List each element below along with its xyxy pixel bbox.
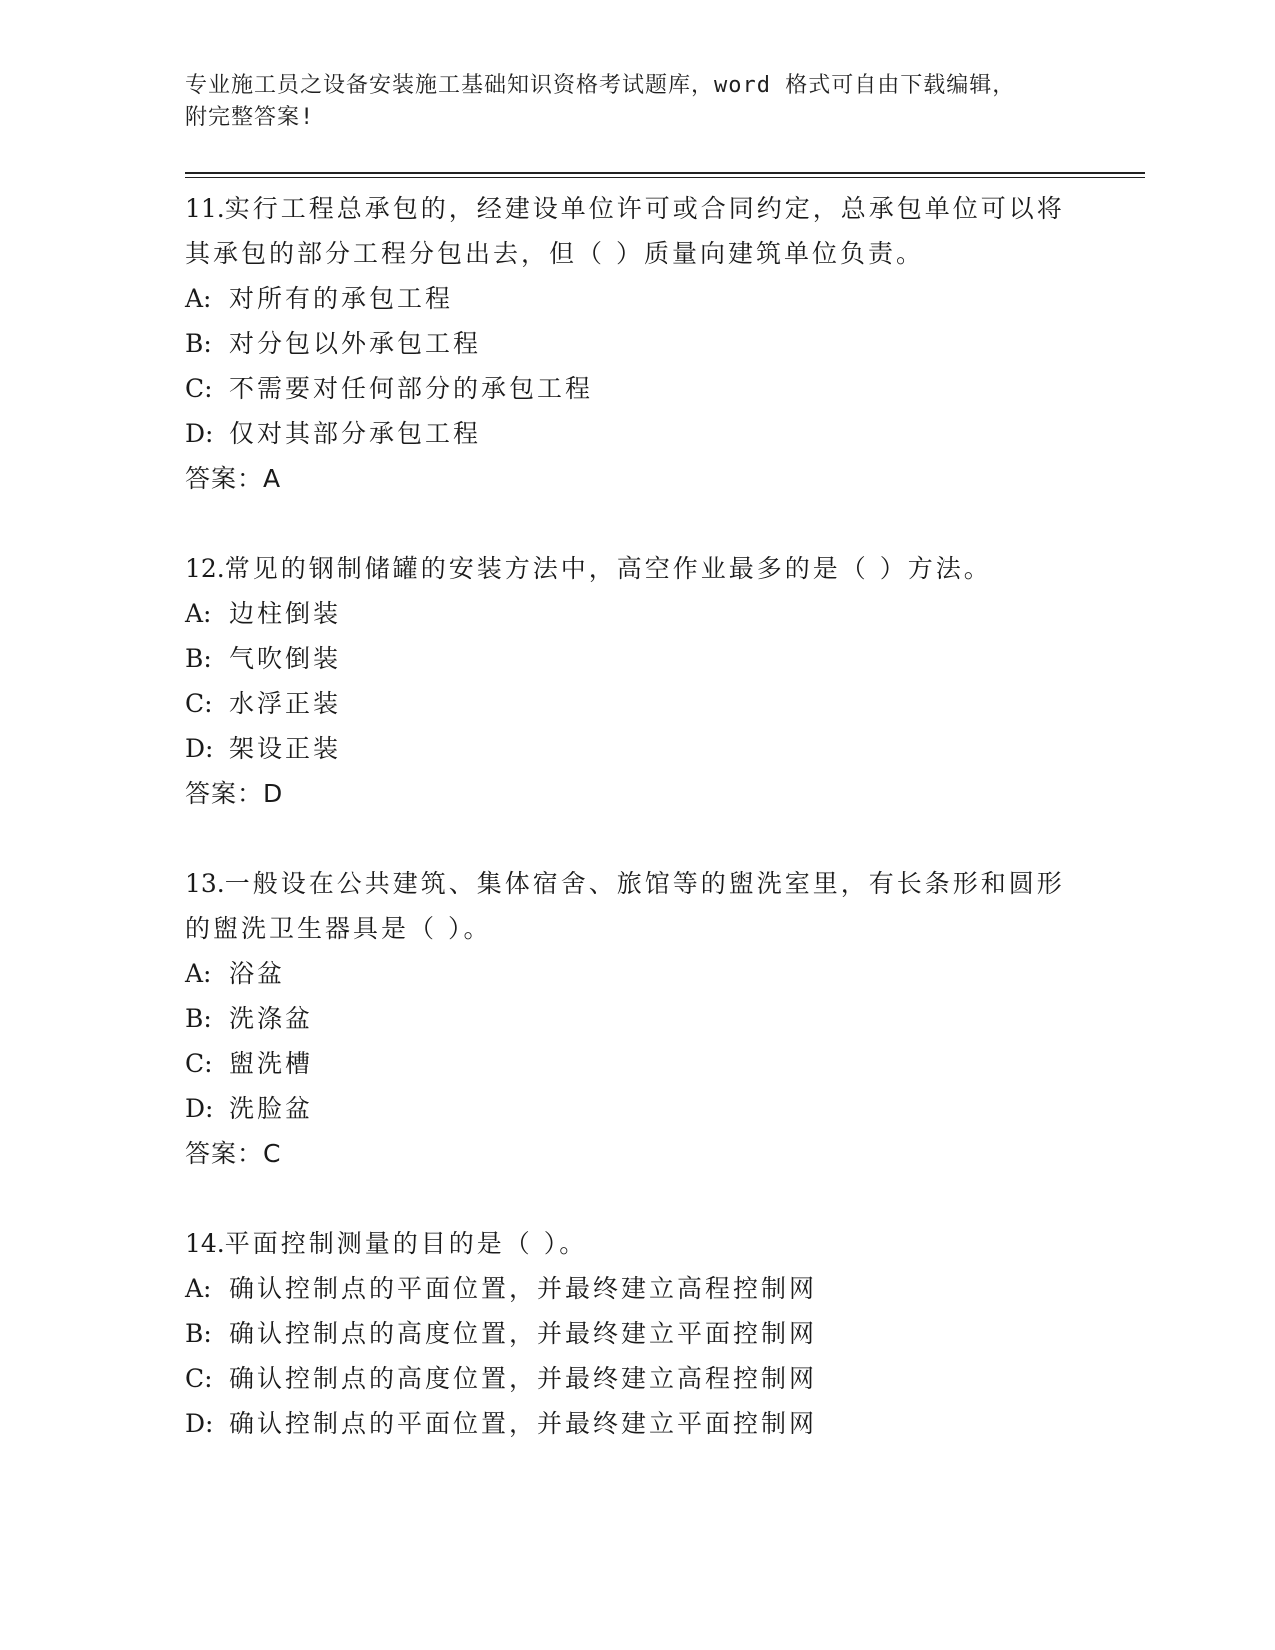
question-text: 平面控制测量的目的是（ ）。: [224, 1229, 588, 1258]
option-key: A:: [185, 599, 212, 628]
option-text: 盥洗槽: [229, 1049, 314, 1078]
option-key: C:: [185, 374, 213, 403]
option-text: 确认控制点的高度位置，并最终建立高程控制网: [229, 1364, 818, 1393]
option-d: [185, 1401, 1145, 1446]
option-a: [185, 591, 1145, 636]
question-number: 13.: [185, 869, 225, 898]
option-c: [185, 1356, 1145, 1401]
option-text: 仅对其部分承包工程: [229, 419, 482, 448]
option-b: [185, 996, 1145, 1041]
document-page: [185, 70, 1145, 1491]
question-12: [185, 546, 1145, 816]
question-list: [185, 186, 1145, 1446]
option-key: B:: [185, 1319, 212, 1348]
option-key: C:: [185, 689, 213, 718]
option-d: [185, 1086, 1145, 1131]
option-a: [185, 1266, 1145, 1311]
answer-line: 答案：A: [185, 464, 282, 493]
question-text: 一般设在公共建筑、集体宿舍、旅馆等的盥洗室里，有长条形和圆形的盥洗卫生器具是（ ）。: [185, 869, 1065, 943]
header-line-1: 专业施工员之设备安装施工基础知识资格考试题库，word 格式可自由下载编辑，: [185, 73, 1016, 98]
option-text: 浴盆: [229, 959, 286, 988]
option-text: 洗脸盆: [229, 1094, 314, 1123]
option-key: A:: [185, 284, 212, 313]
option-key: A:: [185, 1274, 212, 1303]
option-d: [185, 726, 1145, 771]
question-11: [185, 186, 1145, 501]
option-key: B:: [185, 1004, 212, 1033]
option-a: [185, 276, 1145, 321]
option-a: [185, 951, 1145, 996]
option-key: B:: [185, 329, 212, 358]
option-text: 水浮正装: [229, 689, 342, 718]
option-key: D:: [185, 1094, 214, 1123]
option-text: 确认控制点的平面位置，并最终建立高程控制网: [229, 1274, 818, 1303]
option-key: D:: [185, 419, 214, 448]
option-c: [185, 366, 1145, 411]
option-b: [185, 321, 1145, 366]
answer-line: 答案：D: [185, 779, 284, 808]
option-text: 气吹倒装: [229, 644, 342, 673]
option-text: 对所有的承包工程: [229, 284, 454, 313]
question-13: [185, 861, 1145, 1176]
option-text: 洗涤盆: [229, 1004, 314, 1033]
option-key: A:: [185, 959, 212, 988]
option-key: D:: [185, 734, 214, 763]
answer-line: 答案：C: [185, 1139, 282, 1168]
question-text: 实行工程总承包的，经建设单位许可或合同约定，总承包单位可以将其承包的部分工程分包出去，但（ ）质量向建筑单位负责。: [185, 194, 1065, 268]
option-b: [185, 636, 1145, 681]
question-text: 常见的钢制储罐的安装方法中，高空作业最多的是（ ）方法。: [224, 554, 992, 583]
option-c: [185, 681, 1145, 726]
option-c: [185, 1041, 1145, 1086]
option-key: D:: [185, 1409, 214, 1438]
header-divider: [185, 172, 1145, 178]
option-text: 边柱倒装: [229, 599, 342, 628]
option-text: 确认控制点的平面位置，并最终建立平面控制网: [229, 1409, 818, 1438]
option-b: [185, 1311, 1145, 1356]
question-number: 12.: [185, 554, 225, 583]
option-text: 架设正装: [229, 734, 342, 763]
option-key: C:: [185, 1049, 213, 1078]
question-number: 14.: [185, 1229, 225, 1258]
option-text: 对分包以外承包工程: [229, 329, 482, 358]
option-d: [185, 411, 1145, 456]
option-key: C:: [185, 1364, 213, 1393]
option-text: 确认控制点的高度位置，并最终建立平面控制网: [229, 1319, 818, 1348]
question-14: [185, 1221, 1145, 1446]
question-number: 11.: [185, 194, 225, 223]
option-key: B:: [185, 644, 212, 673]
document-header: [185, 70, 1065, 134]
header-line-2: 附完整答案!: [185, 105, 315, 130]
option-text: 不需要对任何部分的承包工程: [229, 374, 594, 403]
